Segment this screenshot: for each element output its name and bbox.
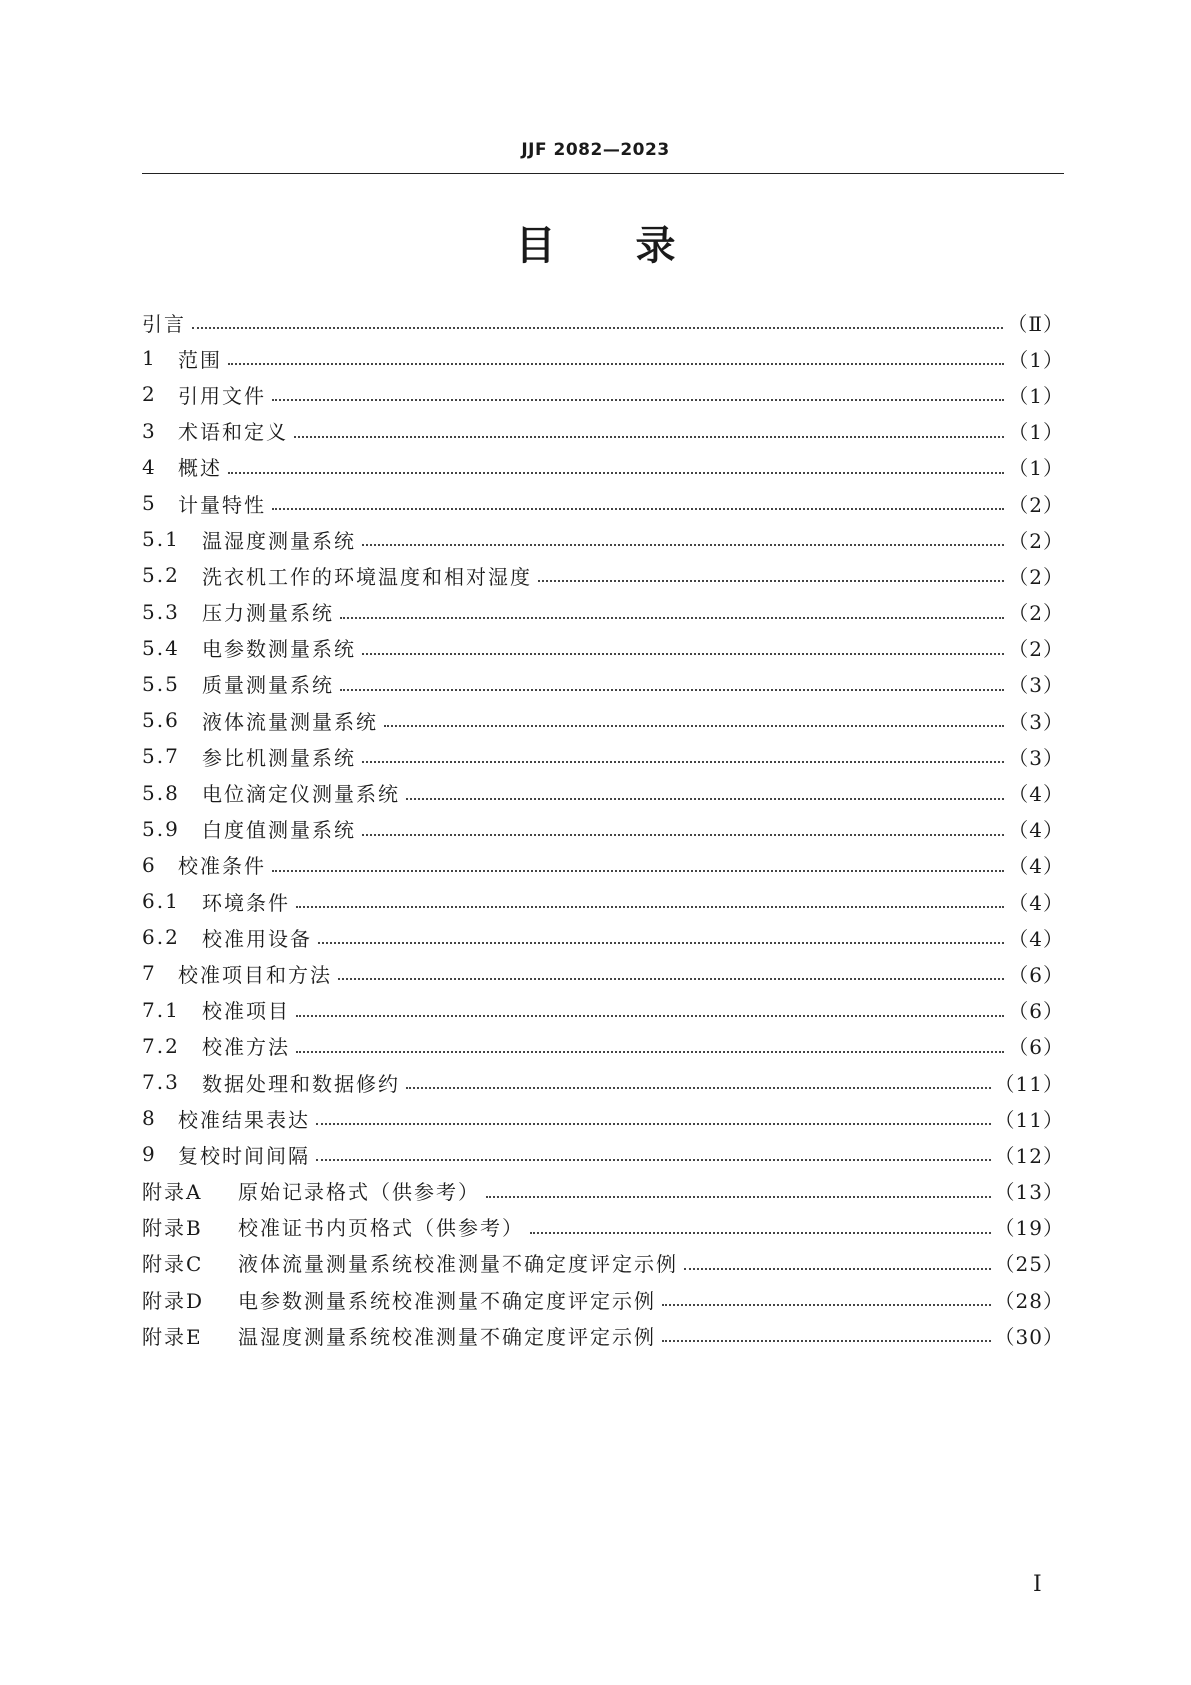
- toc-entry-number: 5: [142, 491, 157, 516]
- toc-entry-number: 附录E: [142, 1324, 203, 1349]
- toc-dot-leader: [296, 1051, 1004, 1053]
- toc-entry[interactable]: [142, 1028, 1064, 1064]
- toc-entry-label: 校准方法: [202, 1035, 290, 1060]
- toc-entry-page: （4）: [1008, 818, 1064, 843]
- toc-entry-number: 7.1: [142, 997, 180, 1022]
- toc-entry-number: 5.7: [142, 744, 180, 769]
- toc-entry-label: 参比机测量系统: [202, 745, 356, 770]
- toc-entry-number: 7.2: [142, 1033, 180, 1058]
- toc-entry-label: 液体流量测量系统: [202, 709, 378, 734]
- toc-entry-page: （2）: [1008, 492, 1064, 517]
- toc-entry[interactable]: [142, 304, 1064, 340]
- toc-entry-label: 环境条件: [202, 890, 290, 915]
- toc-entry-number: 5.4: [142, 635, 180, 660]
- toc-dot-leader: [662, 1340, 991, 1342]
- toc-entry-page: （13）: [994, 1180, 1064, 1205]
- toc-entry[interactable]: [142, 557, 1064, 593]
- toc-entry-number: 7.3: [142, 1070, 180, 1095]
- toc-entry-number: 7: [142, 961, 157, 986]
- toc-dot-leader: [384, 725, 1004, 727]
- toc-dot-leader: [406, 1087, 991, 1089]
- toc-entry[interactable]: [142, 1245, 1064, 1281]
- toc-entry-page: （1）: [1008, 420, 1064, 445]
- toc-entry-label: 电参数测量系统: [202, 637, 356, 662]
- toc-entry[interactable]: [142, 774, 1064, 810]
- toc-entry[interactable]: [142, 413, 1064, 449]
- toc-entry-number: 9: [142, 1142, 157, 1167]
- toc-entry-label: 电参数测量系统校准测量不确定度评定示例: [238, 1288, 656, 1313]
- toc-entry-page: （6）: [1008, 962, 1064, 987]
- toc-entry-page: （2）: [1008, 601, 1064, 626]
- toc-entry[interactable]: [142, 594, 1064, 630]
- toc-dot-leader: [340, 617, 1004, 619]
- toc-entry-page: （28）: [994, 1288, 1064, 1313]
- toc-entry-number: 5.6: [142, 708, 180, 733]
- toc-entry-label: 校准结果表达: [178, 1107, 310, 1132]
- toc-entry-label: 引言: [142, 311, 186, 336]
- toc-dot-leader: [538, 580, 1004, 582]
- toc-entry-number: 5.9: [142, 816, 180, 841]
- toc-entry-page: （4）: [1008, 890, 1064, 915]
- toc-dot-leader: [362, 544, 1004, 546]
- toc-entry-number: 1: [142, 346, 157, 371]
- toc-entry[interactable]: [142, 1317, 1064, 1353]
- toc-entry[interactable]: [142, 919, 1064, 955]
- toc-entry-number: 5.5: [142, 671, 180, 696]
- title-part-2: 录: [635, 223, 676, 269]
- toc-entry-label: 术语和定义: [178, 420, 288, 445]
- toc-entry-page: （3）: [1008, 709, 1064, 734]
- toc-entry-page: （6）: [1008, 1035, 1064, 1060]
- toc-entry-label: 引用文件: [178, 383, 266, 408]
- toc-entry-number: 附录D: [142, 1288, 205, 1313]
- page-folio: I: [1033, 1572, 1042, 1597]
- toc-entry[interactable]: [142, 811, 1064, 847]
- page-title: [0, 222, 1191, 270]
- toc-entry-label: 计量特性: [178, 492, 266, 517]
- toc-dot-leader: [362, 653, 1004, 655]
- toc-entry-label: 复校时间间隔: [178, 1143, 310, 1168]
- toc-dot-leader: [662, 1304, 991, 1306]
- toc-entry[interactable]: [142, 992, 1064, 1028]
- toc-entry-label: 温湿度测量系统校准测量不确定度评定示例: [238, 1324, 656, 1349]
- toc-entry-label: 数据处理和数据修约: [202, 1071, 400, 1096]
- toc-dot-leader: [406, 798, 1004, 800]
- toc-entry-page: （11）: [994, 1071, 1064, 1096]
- toc-entry-page: （4）: [1008, 926, 1064, 951]
- toc-entry-page: （1）: [1008, 347, 1064, 372]
- toc-entry-page: （25）: [994, 1252, 1064, 1277]
- toc-dot-leader: [228, 472, 1004, 474]
- toc-dot-leader: [338, 978, 1004, 980]
- toc-entry-number: 5.8: [142, 780, 180, 805]
- toc-entry-label: 电位滴定仪测量系统: [202, 782, 400, 807]
- toc-entry-number: 8: [142, 1106, 157, 1131]
- toc-entry-label: 质量测量系统: [202, 673, 334, 698]
- toc-entry[interactable]: [142, 883, 1064, 919]
- table-of-contents: [142, 304, 1064, 1353]
- toc-entry[interactable]: [142, 738, 1064, 774]
- toc-entry-label: 温湿度测量系统: [202, 528, 356, 553]
- toc-entry-page: （2）: [1008, 528, 1064, 553]
- toc-entry-page: （4）: [1008, 854, 1064, 879]
- toc-entry-page: （1）: [1008, 456, 1064, 481]
- toc-entry-number: 5.1: [142, 527, 180, 552]
- toc-entry-number: 6.2: [142, 925, 180, 950]
- toc-entry-number: 附录C: [142, 1252, 204, 1277]
- toc-entry[interactable]: [142, 847, 1064, 883]
- toc-entry-label: 范围: [178, 347, 222, 372]
- toc-entry-number: 6.1: [142, 889, 180, 914]
- toc-entry-label: 液体流量测量系统校准测量不确定度评定示例: [238, 1252, 678, 1277]
- toc-entry-label: 原始记录格式（供参考）: [238, 1180, 480, 1205]
- toc-dot-leader: [296, 906, 1004, 908]
- toc-entry-label: 校准条件: [178, 854, 266, 879]
- toc-dot-leader: [362, 834, 1004, 836]
- toc-entry[interactable]: [142, 1281, 1064, 1317]
- header-rule: [142, 173, 1064, 174]
- toc-entry-page: （Ⅱ）: [1007, 311, 1064, 336]
- toc-dot-leader: [340, 689, 1004, 691]
- toc-entry[interactable]: [142, 340, 1064, 376]
- toc-dot-leader: [316, 1123, 991, 1125]
- toc-dot-leader: [272, 399, 1004, 401]
- toc-dot-leader: [192, 327, 1003, 329]
- toc-entry[interactable]: [142, 1064, 1064, 1100]
- toc-entry-page: （2）: [1008, 564, 1064, 589]
- toc-entry-page: （4）: [1008, 782, 1064, 807]
- document-code-header: JJF 2082—2023: [521, 140, 670, 160]
- toc-dot-leader: [362, 761, 1004, 763]
- toc-entry-number: 5.3: [142, 599, 180, 624]
- toc-entry-label: 校准项目和方法: [178, 962, 332, 987]
- toc-entry-number: 2: [142, 382, 157, 407]
- toc-entry[interactable]: [142, 376, 1064, 412]
- toc-entry-label: 校准证书内页格式（供参考）: [238, 1216, 524, 1241]
- toc-dot-leader: [316, 1159, 991, 1161]
- toc-entry[interactable]: [142, 702, 1064, 738]
- toc-entry[interactable]: [142, 449, 1064, 485]
- toc-entry-number: 4: [142, 454, 157, 479]
- toc-dot-leader: [318, 942, 1004, 944]
- toc-dot-leader: [486, 1196, 991, 1198]
- toc-entry-page: （6）: [1008, 999, 1064, 1024]
- toc-entry[interactable]: [142, 630, 1064, 666]
- toc-entry-label: 概述: [178, 456, 222, 481]
- toc-entry-label: 洗衣机工作的环境温度和相对湿度: [202, 564, 532, 589]
- toc-entry-page: （11）: [994, 1107, 1064, 1132]
- toc-entry[interactable]: [142, 521, 1064, 557]
- toc-entry-label: 白度值测量系统: [202, 818, 356, 843]
- toc-entry-label: 压力测量系统: [202, 601, 334, 626]
- toc-dot-leader: [294, 436, 1004, 438]
- toc-entry[interactable]: [142, 666, 1064, 702]
- toc-entry-number: 5.2: [142, 563, 180, 588]
- toc-dot-leader: [296, 1015, 1004, 1017]
- toc-dot-leader: [684, 1268, 991, 1270]
- toc-dot-leader: [272, 870, 1004, 872]
- toc-dot-leader: [272, 508, 1004, 510]
- toc-entry-page: （19）: [994, 1216, 1064, 1241]
- toc-entry-page: （3）: [1008, 745, 1064, 770]
- toc-entry-label: 校准项目: [202, 999, 290, 1024]
- toc-dot-leader: [530, 1232, 991, 1234]
- toc-entry-label: 校准用设备: [202, 926, 312, 951]
- toc-entry-number: 附录A: [142, 1180, 203, 1205]
- toc-entry-number: 3: [142, 418, 157, 443]
- toc-entry[interactable]: [142, 955, 1064, 991]
- toc-entry[interactable]: [142, 1209, 1064, 1245]
- toc-dot-leader: [228, 363, 1004, 365]
- toc-entry-page: （3）: [1008, 673, 1064, 698]
- toc-entry[interactable]: [142, 1100, 1064, 1136]
- title-part-1: 目: [515, 223, 556, 269]
- toc-entry-page: （1）: [1008, 383, 1064, 408]
- toc-entry-number: 6: [142, 852, 157, 877]
- toc-entry-page: （12）: [994, 1143, 1064, 1168]
- toc-entry[interactable]: [142, 1173, 1064, 1209]
- toc-entry[interactable]: [142, 1136, 1064, 1172]
- toc-entry[interactable]: [142, 485, 1064, 521]
- toc-entry-number: 附录B: [142, 1216, 203, 1241]
- toc-entry-page: （30）: [994, 1324, 1064, 1349]
- toc-entry-page: （2）: [1008, 637, 1064, 662]
